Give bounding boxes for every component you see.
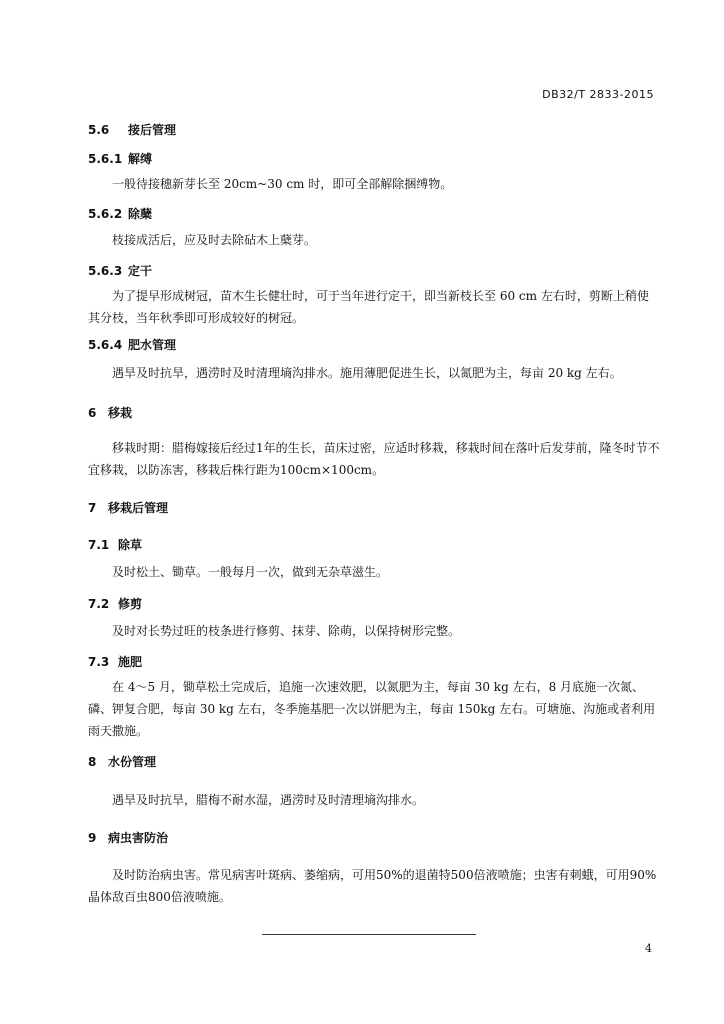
heading-5-6-2: 5.6.2 除蘖 (88, 207, 153, 221)
paragraph-5-6-3: 为了提早形成树冠，苗木生长健壮时，可于当年进行定干，即当新枝长至 60 cm 左右时，剪断上稍使其分枝，当年秋季即可形成较好的树冠。 (88, 289, 649, 325)
paragraph-5-6-2: 枝接成活后，应及时去除砧木上蘖芽。 (112, 233, 317, 247)
paragraph-5-6-4: 遇旱及时抗旱，遇涝时及时清理墒沟排水。施用薄肥促进生长，以氮肥为主，每亩 20 kg 左右。 (112, 366, 622, 380)
paragraph-9: 及时防治病虫害。常见病害叶斑病、萎缩病，可用50%的退菌特500倍液喷施；虫害有刺蛾，可用90%晶体敌百虫800倍液喷施。 (88, 868, 657, 904)
page-number: 4 (645, 942, 652, 955)
paragraph-8: 遇旱及时抗旱，腊梅不耐水湿，遇涝时及时清理墒沟排水。 (112, 793, 425, 807)
heading-6: 6 移栽 (88, 406, 133, 420)
heading-7-3: 7.3 施肥 (88, 655, 143, 669)
heading-5-6-3: 5.6.3 定干 (88, 264, 153, 278)
end-rule (262, 934, 476, 935)
heading-5-6-1: 5.6.1 解缚 (88, 152, 153, 166)
paragraph-7-1: 及时松土、锄草。一般每月一次，做到无杂草滋生。 (112, 565, 389, 579)
heading-7: 7 移栽后管理 (88, 501, 169, 515)
heading-8: 8 水份管理 (88, 755, 157, 769)
standard-id: DB32/T 2833-2015 (542, 88, 654, 101)
paragraph-5-6-1: 一般待接穗新芽长至 20cm~30 cm 时，即可全部解除捆缚物。 (112, 177, 453, 191)
heading-7-1: 7.1 除草 (88, 538, 143, 552)
heading-5-6: 5.6 接后管理 (88, 123, 177, 137)
heading-5-6-4: 5.6.4 肥水管理 (88, 338, 177, 352)
paragraph-6: 移栽时期：腊梅嫁接后经过1年的生长，苗床过密，应适时移栽，移栽时间在落叶后发芽前，隆冬时节不宜移栽，以防冻害，移栽后株行距为100cm×100cm。 (88, 441, 660, 477)
heading-9: 9 病虫害防治 (88, 831, 169, 845)
paragraph-7-3: 在 4～5 月，锄草松土完成后，追施一次速效肥，以氮肥为主，每亩 30 kg 左右，8 月底施一次氮、磷、钾复合肥，每亩 30 kg 左右，冬季施基肥一次以饼肥为主，每亩 150kg 左右。可塘施、沟施或者利用雨天撒施。 (88, 680, 656, 738)
paragraph-7-2: 及时对长势过旺的枝条进行修剪、抹芽、除萌，以保持树形完整。 (112, 624, 461, 638)
heading-7-2: 7.2 修剪 (88, 597, 143, 611)
